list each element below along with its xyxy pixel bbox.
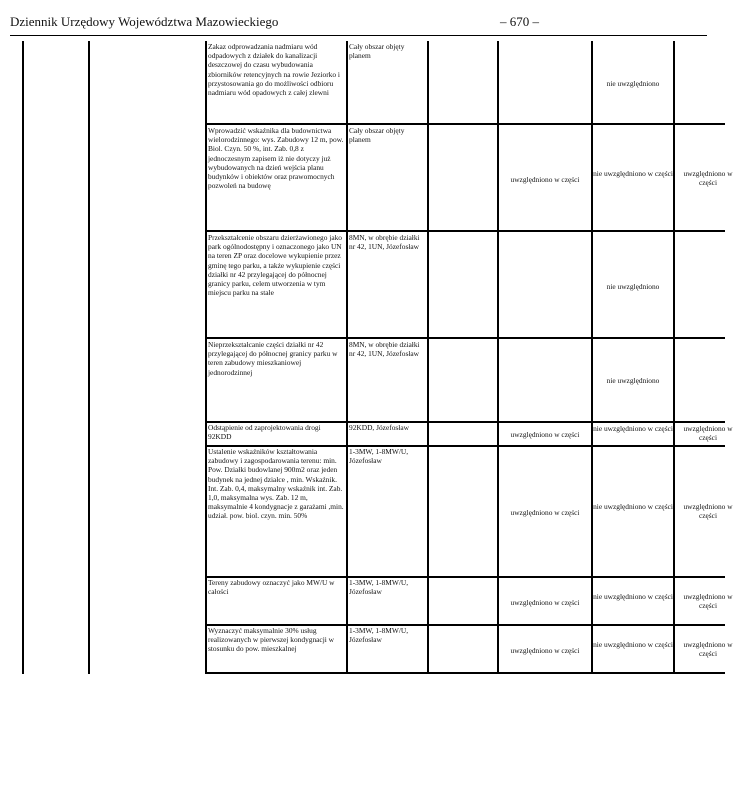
row-7-col5: nie uwzględniono w części [593,592,673,601]
page-number: – 670 – [500,14,539,29]
journal-title: Dziennik Urzędowy Województwa Mazowieckiego [10,14,279,29]
row-6-content: Ustalenie wskaźników kształtowania zabudowy i zagospodarowania terenu: min. Pow. Działki budowlanej 900m2 oraz jeden budynek na jednej działce , min. Wskaźnik. Int. Zab. 0,4, maksymalny wskaźnik int. Zab. 1,0, maksymalna wys. Zab. 12 m, maksymalnie 4 kondygnacje z garażami ,min. udział. pow. biol. czyn. min. 50% [208,447,344,521]
row-8-content: Wyznaczyć maksymalnie 30% usług realizowanych w pierwszej kondygnacji w stosunku do pow. mieszkalnej [208,626,335,654]
column-divider [591,41,593,674]
row-6-col4: uwzględniono w części [510,508,580,517]
header-rule [10,35,707,36]
row-2-col5: nie uwzględniono w części [593,169,673,178]
row-1-col5: nie uwzględniono [606,79,660,88]
row-2-content: Wprowadzić wskaźnika dla budownictwa wielorodzinnego: wys. Zabudowy 12 m, pow. Biol. Czyn. 50 %, int. Zab. 0,8 z jednoczesnym zapisem iż nie dotyczy już wybudowanych na dzień wejścia planu budynków i obiektów oraz prawomocnych pozwoleń na budowę [208,126,344,191]
table-border-bottom [205,672,725,674]
column-divider [497,41,499,674]
row-4-col5: nie uwzględniono [606,376,660,385]
row-8-col6: uwzględniono w części [683,640,733,659]
column-divider [673,41,675,674]
left-margin-line-1 [22,41,24,674]
row-8-col4: uwzględniono w części [510,646,580,655]
row-2-col6: uwzględniono w części [683,169,733,188]
row-7-content: Tereny zabudowy oznaczyć jako MW/U w całości [208,578,335,597]
row-6-area: 1-3MW, 1-8MW/U, Józefosław [349,447,409,466]
row-3-area: 8MN, w obrębie działki nr 42, 1UN, Józefosław [349,233,420,252]
row-7-col6: uwzględniono w części [683,592,733,611]
column-divider [346,41,348,674]
row-3-content: Przekształcenie obszaru dzierżawionego jako park ogólnodostępny i oznaczonego jako UN na teren ZP oraz docelowe wykupienie przez gminę tego parku, a także wykupienie części działki nr 42 przylegającej do północnej granicy parku, celem utworzenia w tym miejscu parku na stałe [208,233,342,298]
row-5-col5: nie uwzględniono w części [593,424,673,433]
row-5-content: Odstąpienie od zaprojektowania drogi 92KDD [208,423,321,442]
column-divider [427,41,429,674]
row-7-area: 1-3MW, 1-8MW/U, Józefosław [349,578,409,597]
row-8-col5: nie uwzględniono w części [593,640,673,649]
row-5-col6: uwzględniono w części [683,424,733,443]
row-divider [205,123,725,125]
row-2-area: Cały obszar objęty planem [349,126,405,145]
row-1-content: Zakaz odprowadzania nadmiaru wód odpadowych z działek do kanalizacji deszczowej do czasu wybudowania zbiorników retencyjnych na rowie Jeziorko i przystosowania go do możliwości odbioru nadmiaru wód opadowych z całej zlewni [208,42,340,98]
row-2-col4: uwzględniono w części [510,175,580,184]
row-4-content: Nieprzekształcanie części działki nr 42 przylegającej do północnej granicy parku w teren zabudowy mieszkaniowej jednorodzinnej [208,340,338,377]
row-3-col5: nie uwzględniono [606,282,660,291]
row-5-col4: uwzględniono w części [510,430,580,439]
row-4-area: 8MN, w obrębie działki nr 42, 1UN, Józefosław [349,340,420,359]
row-1-area: Cały obszar objęty planem [349,42,405,61]
table-border-left [205,41,207,674]
row-6-col6: uwzględniono w części [683,502,733,521]
row-8-area: 1-3MW, 1-8MW/U, Józefosław [349,626,409,645]
left-margin-line-2 [88,41,90,674]
row-divider [205,230,725,232]
remarks-table [205,41,733,674]
row-7-col4: uwzględniono w części [510,598,580,607]
row-divider [205,337,725,339]
row-5-area: 92KDD, Józefosław [349,423,409,432]
row-6-col5: nie uwzględniono w części [593,502,673,511]
